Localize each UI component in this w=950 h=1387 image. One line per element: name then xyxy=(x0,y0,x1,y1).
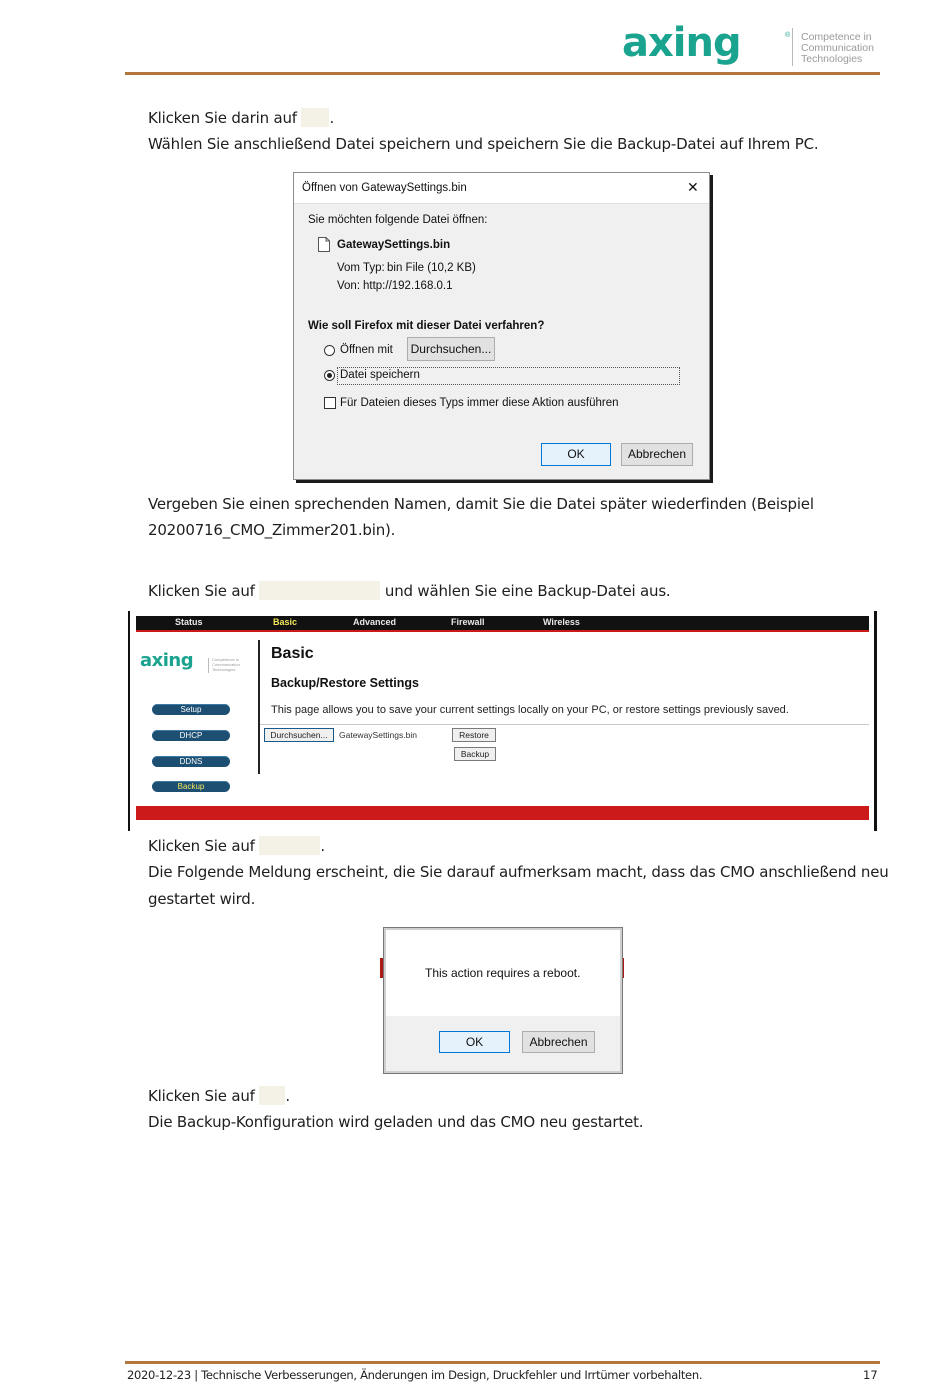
always-checkbox-label[interactable]: Für Dateien dieses Typs immer diese Aktion ausführen xyxy=(340,397,619,409)
router-logo-wordmark: axing xyxy=(140,650,194,671)
content-divider xyxy=(260,724,869,725)
save-file-radio[interactable] xyxy=(324,370,335,381)
para4-line2: Die Folgende Meldung erscheint, die Sie darauf aufmerksam macht, dass das CMO anschließend neu xyxy=(148,863,889,881)
sidebar-backup[interactable]: Backup xyxy=(152,781,230,792)
para4-line1: Klicken Sie auf . xyxy=(148,837,325,855)
cancel-button[interactable]: Abbrechen xyxy=(621,443,693,466)
open-with-label[interactable]: Öffnen mit xyxy=(340,344,393,356)
logo-registered-mark: ® xyxy=(785,32,791,39)
type-label: Vom Typ: xyxy=(337,262,385,274)
router-backup-button[interactable]: Backup xyxy=(454,747,496,761)
type-value: bin File (10,2 KB) xyxy=(387,262,476,274)
firefox-open-dialog xyxy=(293,172,710,480)
router-footer-bar xyxy=(136,806,869,820)
para5-line1: Klicken Sie auf . xyxy=(148,1087,290,1105)
router-logo-tagline: Competence in Communication Technologies xyxy=(212,657,240,672)
router-description: This page allows you to save your current settings locally on your PC, or restore settings previously saved. xyxy=(271,704,789,716)
router-logo-divider xyxy=(208,658,209,673)
from-value: http://192.168.0.1 xyxy=(363,280,453,292)
router-file-name: GatewaySettings.bin xyxy=(339,730,417,740)
reboot-dialog xyxy=(383,927,623,1074)
para2-line2: 20200716_CMO_Zimmer201.bin). xyxy=(148,521,396,539)
nav-status[interactable]: Status xyxy=(175,617,203,627)
inline-button-placeholder xyxy=(259,581,380,600)
dialog-intro: Sie möchten folgende Datei öffnen: xyxy=(308,214,488,226)
para4-line3: gestartet wird. xyxy=(148,890,256,908)
open-with-radio[interactable] xyxy=(324,345,335,356)
nav-advanced[interactable]: Advanced xyxy=(353,617,397,627)
browse-button[interactable]: Durchsuchen... xyxy=(407,337,495,361)
sidebar-divider xyxy=(258,640,260,774)
logo-tagline: Competence in Communication Technologies xyxy=(801,31,874,65)
reboot-ok-button[interactable]: OK xyxy=(439,1031,510,1053)
header-rule xyxy=(125,72,880,75)
router-ui xyxy=(136,616,869,822)
nav-red-line xyxy=(136,630,869,632)
sidebar-ddns[interactable]: DDNS xyxy=(152,756,230,767)
inline-button-placeholder xyxy=(301,108,329,127)
logo-wordmark: axing xyxy=(622,20,741,66)
file-icon xyxy=(318,237,330,252)
close-icon[interactable]: ✕ xyxy=(687,179,699,195)
reboot-cancel-button[interactable]: Abbrechen xyxy=(522,1031,595,1053)
router-frame-left xyxy=(128,611,130,831)
save-file-label[interactable]: Datei speichern xyxy=(340,369,420,381)
router-heading: Basic xyxy=(271,645,314,662)
dialog-title: Öffnen von GatewaySettings.bin xyxy=(302,182,467,194)
router-restore-button[interactable]: Restore xyxy=(452,728,496,742)
para1-line2: Wählen Sie anschließend Datei speichern und speichern Sie die Backup-Datei auf Ihrem PC. xyxy=(148,135,819,153)
footer-rule xyxy=(125,1361,880,1364)
sidebar-setup[interactable]: Setup xyxy=(152,704,230,715)
nav-wireless[interactable]: Wireless xyxy=(543,617,580,627)
inline-button-placeholder xyxy=(259,836,320,855)
page-number: 17 xyxy=(863,1368,878,1382)
router-logo xyxy=(140,650,250,676)
sidebar-dhcp[interactable]: DHCP xyxy=(152,730,230,741)
router-browse-button[interactable]: Durchsuchen... xyxy=(264,728,334,742)
para3: Klicken Sie auf und wählen Sie eine Backup-Datei aus. xyxy=(148,582,671,600)
inline-button-placeholder xyxy=(259,1086,285,1105)
header-logo xyxy=(622,20,882,72)
from-label: Von: xyxy=(337,280,361,292)
router-frame-right xyxy=(874,611,877,831)
nav-firewall[interactable]: Firewall xyxy=(451,617,485,627)
para1-line1: Klicken Sie darin auf . xyxy=(148,109,335,127)
dialog-question: Wie soll Firefox mit dieser Datei verfahren? xyxy=(308,320,545,332)
para5-line2: Die Backup-Konfiguration wird geladen und das CMO neu gestartet. xyxy=(148,1113,644,1131)
ok-button[interactable]: OK xyxy=(541,443,611,466)
footer-text: 2020-12-23 | Technische Verbesserungen, Änderungen im Design, Druckfehler und Irrtümer vorbehalten. xyxy=(127,1368,703,1382)
para2-line1: Vergeben Sie einen sprechenden Namen, damit Sie die Datei später wiederfinden (Beispiel xyxy=(148,495,814,513)
reboot-message: This action requires a reboot. xyxy=(425,966,581,980)
dialog-titlebar xyxy=(294,173,709,204)
nav-basic[interactable]: Basic xyxy=(273,617,298,627)
always-checkbox[interactable] xyxy=(324,397,336,409)
router-nav-bar xyxy=(136,616,869,630)
file-name: GatewaySettings.bin xyxy=(337,239,451,251)
logo-divider xyxy=(792,28,793,66)
router-subheading: Backup/Restore Settings xyxy=(271,676,419,690)
